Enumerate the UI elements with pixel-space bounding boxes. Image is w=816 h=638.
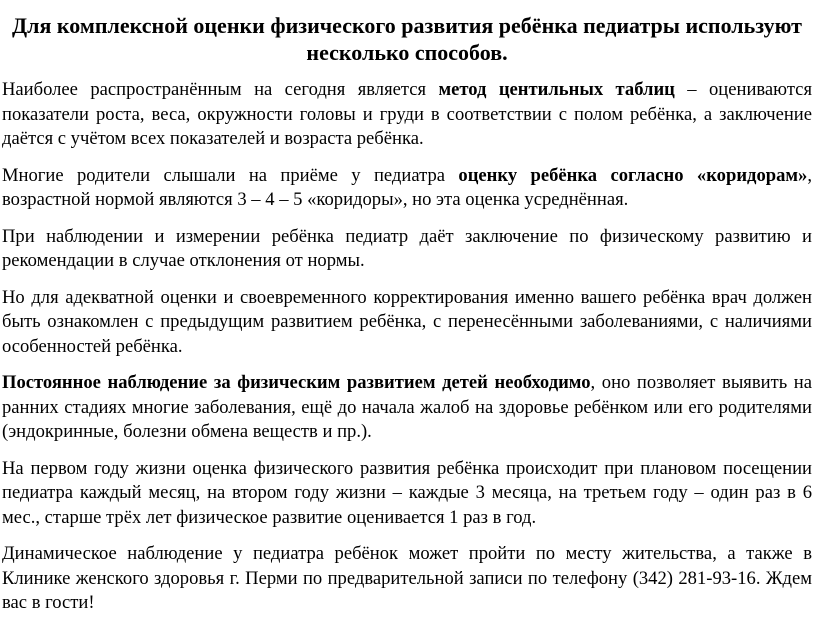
document-title: Для комплексной оценки физического развития ребёнка педиатры используют несколько способов.: [12, 13, 802, 65]
paragraph-bold-text: Постоянное наблюдение за физическим развитием детей необходимо: [2, 372, 591, 393]
paragraph-corridors: [2, 164, 812, 213]
paragraph-clinic-contact: [2, 542, 812, 616]
paragraph-text: На первом году жизни оценка физического развития ребёнка происходит при плановом посещении педиатра каждый месяц, на втором году жизни – каждые 3 месяца, на третьем году – один раз в 6 мес., старше трёх лет физическое развитие оценивается 1 раз в год.: [2, 457, 812, 528]
paragraph-schedule: [2, 457, 812, 531]
paragraph-text: Динамическое наблюдение у педиатра ребёнок может пройти по месту жительства, а также в Клинике женского здоровья г. Перми по предварительной записи по телефону (342) 281-93-16. Ждем вас в гости!: [2, 543, 812, 613]
paragraph-text: , оно позволяет выявить на ранних стадиях многие заболевания, ещё до начала жалоб на здоровье ребёнком или его родителями (эндокринные, болезни обмена веществ и пр.).: [2, 372, 813, 442]
paragraph-bold-text: оценку ребёнка согласно «коридорам»: [458, 164, 808, 186]
paragraph-centile-method: [2, 78, 812, 152]
paragraph-observation: [2, 225, 812, 274]
paragraph-text: Многие родители слышали на приёме у педиатра: [2, 164, 459, 186]
paragraph-constant-monitoring: [2, 371, 812, 445]
paragraph-text: Наиболее распространённым на сегодня является: [2, 79, 439, 100]
paragraph-bold-text: метод центильных таблиц: [438, 79, 675, 100]
paragraph-text: При наблюдении и измерении ребёнка педиатр даёт заключение по физическому развитию и рекомендации в случае отклонения от нормы.: [2, 225, 812, 271]
paragraph-adequate-assessment: [2, 286, 812, 360]
paragraph-text: – оцениваются показатели роста, веса, окружности головы и груди в соответствии с полом ребёнка, а заключение даётся с учётом всех показателей и возраста ребёнка.: [2, 79, 812, 149]
paragraph-text: , возрастной нормой являются 3 – 4 – 5 «коридоры», но эта оценка усреднённая.: [2, 164, 812, 210]
paragraph-text: Но для адекватной оценки и своевременного корректирования именно вашего ребёнка врач должен быть ознакомлен с предыдущим развитием ребёнка, с перенесёнными заболеваниями, с наличиями особенностей ребёнка.: [2, 286, 812, 357]
